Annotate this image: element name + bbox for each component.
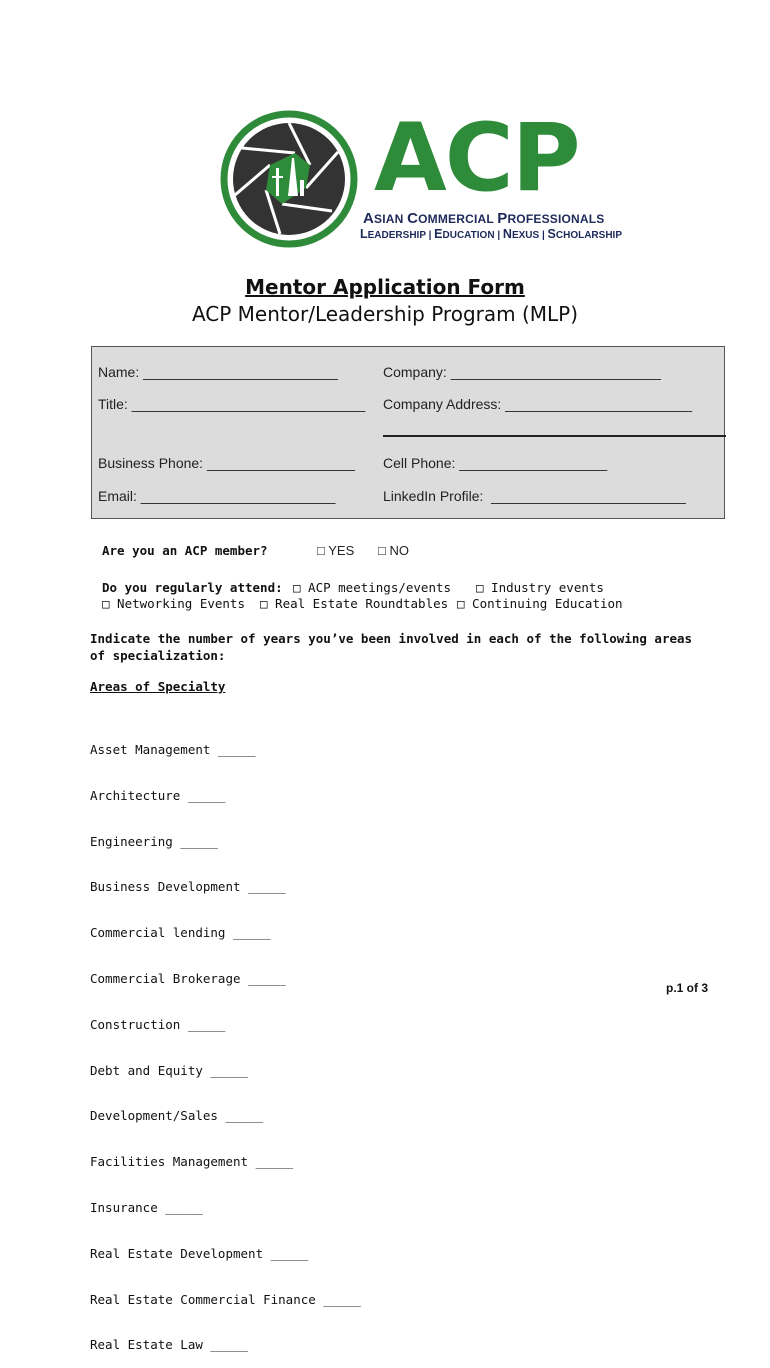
member-question-label: Are you an ACP member? — [102, 543, 268, 558]
form-title: Mentor Application Form — [245, 275, 525, 299]
specialty-item[interactable]: Commercial Brokerage _____ — [90, 970, 286, 986]
specialty-item[interactable]: Asset Management _____ — [90, 742, 256, 757]
instruction-line-2: of specialization: — [90, 648, 226, 663]
company-address-field[interactable]: Company Address: ________________________ — [383, 396, 693, 412]
specialty-item[interactable]: Engineering _____ — [90, 833, 218, 849]
attend-industry-checkbox[interactable]: □ Industry events — [476, 580, 604, 595]
attend-question-label: Do you regularly attend: — [102, 580, 283, 595]
title-field[interactable]: Title: ______________________________ — [98, 396, 366, 412]
specialty-item[interactable]: Real Estate Development _____ — [90, 1245, 309, 1261]
specialty-item[interactable]: Insurance _____ — [90, 1199, 203, 1215]
logo-acp-text: ACP — [374, 104, 579, 213]
company-field[interactable]: Company: ___________________________ — [383, 364, 661, 380]
specialty-item[interactable]: Real Estate Law _____ — [90, 1337, 249, 1353]
linkedin-field[interactable]: LinkedIn Profile: _________________________ — [383, 488, 686, 504]
form-subtitle: ACP Mentor/Leadership Program (MLP) — [191, 302, 579, 326]
specialty-item[interactable]: Development/Sales _____ — [90, 1108, 264, 1124]
cell-phone-field[interactable]: Cell Phone: ___________________ — [383, 455, 608, 471]
attend-education-checkbox[interactable]: □ Continuing Education — [457, 596, 623, 611]
member-yes-checkbox[interactable]: □ YES — [317, 543, 355, 558]
member-no-checkbox[interactable]: □ NO — [378, 543, 409, 558]
email-field[interactable]: Email: _________________________ — [98, 488, 336, 504]
specialty-item[interactable]: Facilities Management _____ — [90, 1154, 294, 1170]
specialty-item[interactable]: Business Development _____ — [90, 879, 286, 895]
specialty-item[interactable]: Real Estate Commercial Finance _____ — [90, 1291, 361, 1307]
attend-networking-checkbox[interactable]: □ Networking Events — [102, 596, 245, 611]
specialty-heading: Areas of Specialty — [90, 679, 226, 694]
logo-tagline: LEADERSHIP | EDUCATION | NEXUS | SCHOLARSHIP — [360, 227, 622, 241]
acp-logo-emblem — [220, 110, 358, 248]
logo-org-name: ASIAN COMMERCIAL PROFESSIONALS — [363, 210, 605, 227]
specialty-item[interactable]: Commercial lending _____ — [90, 925, 271, 941]
name-field[interactable]: Name: _________________________ — [98, 364, 338, 380]
instruction-line-1: Indicate the number of years you’ve been involved in each of the following areas — [90, 631, 693, 646]
specialty-item[interactable]: Architecture _____ — [90, 787, 226, 803]
attend-meetings-checkbox[interactable]: □ ACP meetings/events — [293, 580, 452, 595]
page-number: p.1 of 3 — [666, 981, 709, 995]
specialty-item[interactable]: Debt and Equity _____ — [90, 1062, 249, 1078]
address-line[interactable] — [383, 435, 726, 437]
attend-roundtables-checkbox[interactable]: □ Real Estate Roundtables — [260, 596, 449, 611]
specialty-item[interactable]: Construction _____ — [90, 1016, 226, 1032]
specialty-list — [90, 712, 361, 1368]
business-phone-field[interactable]: Business Phone: ___________________ — [98, 455, 355, 471]
